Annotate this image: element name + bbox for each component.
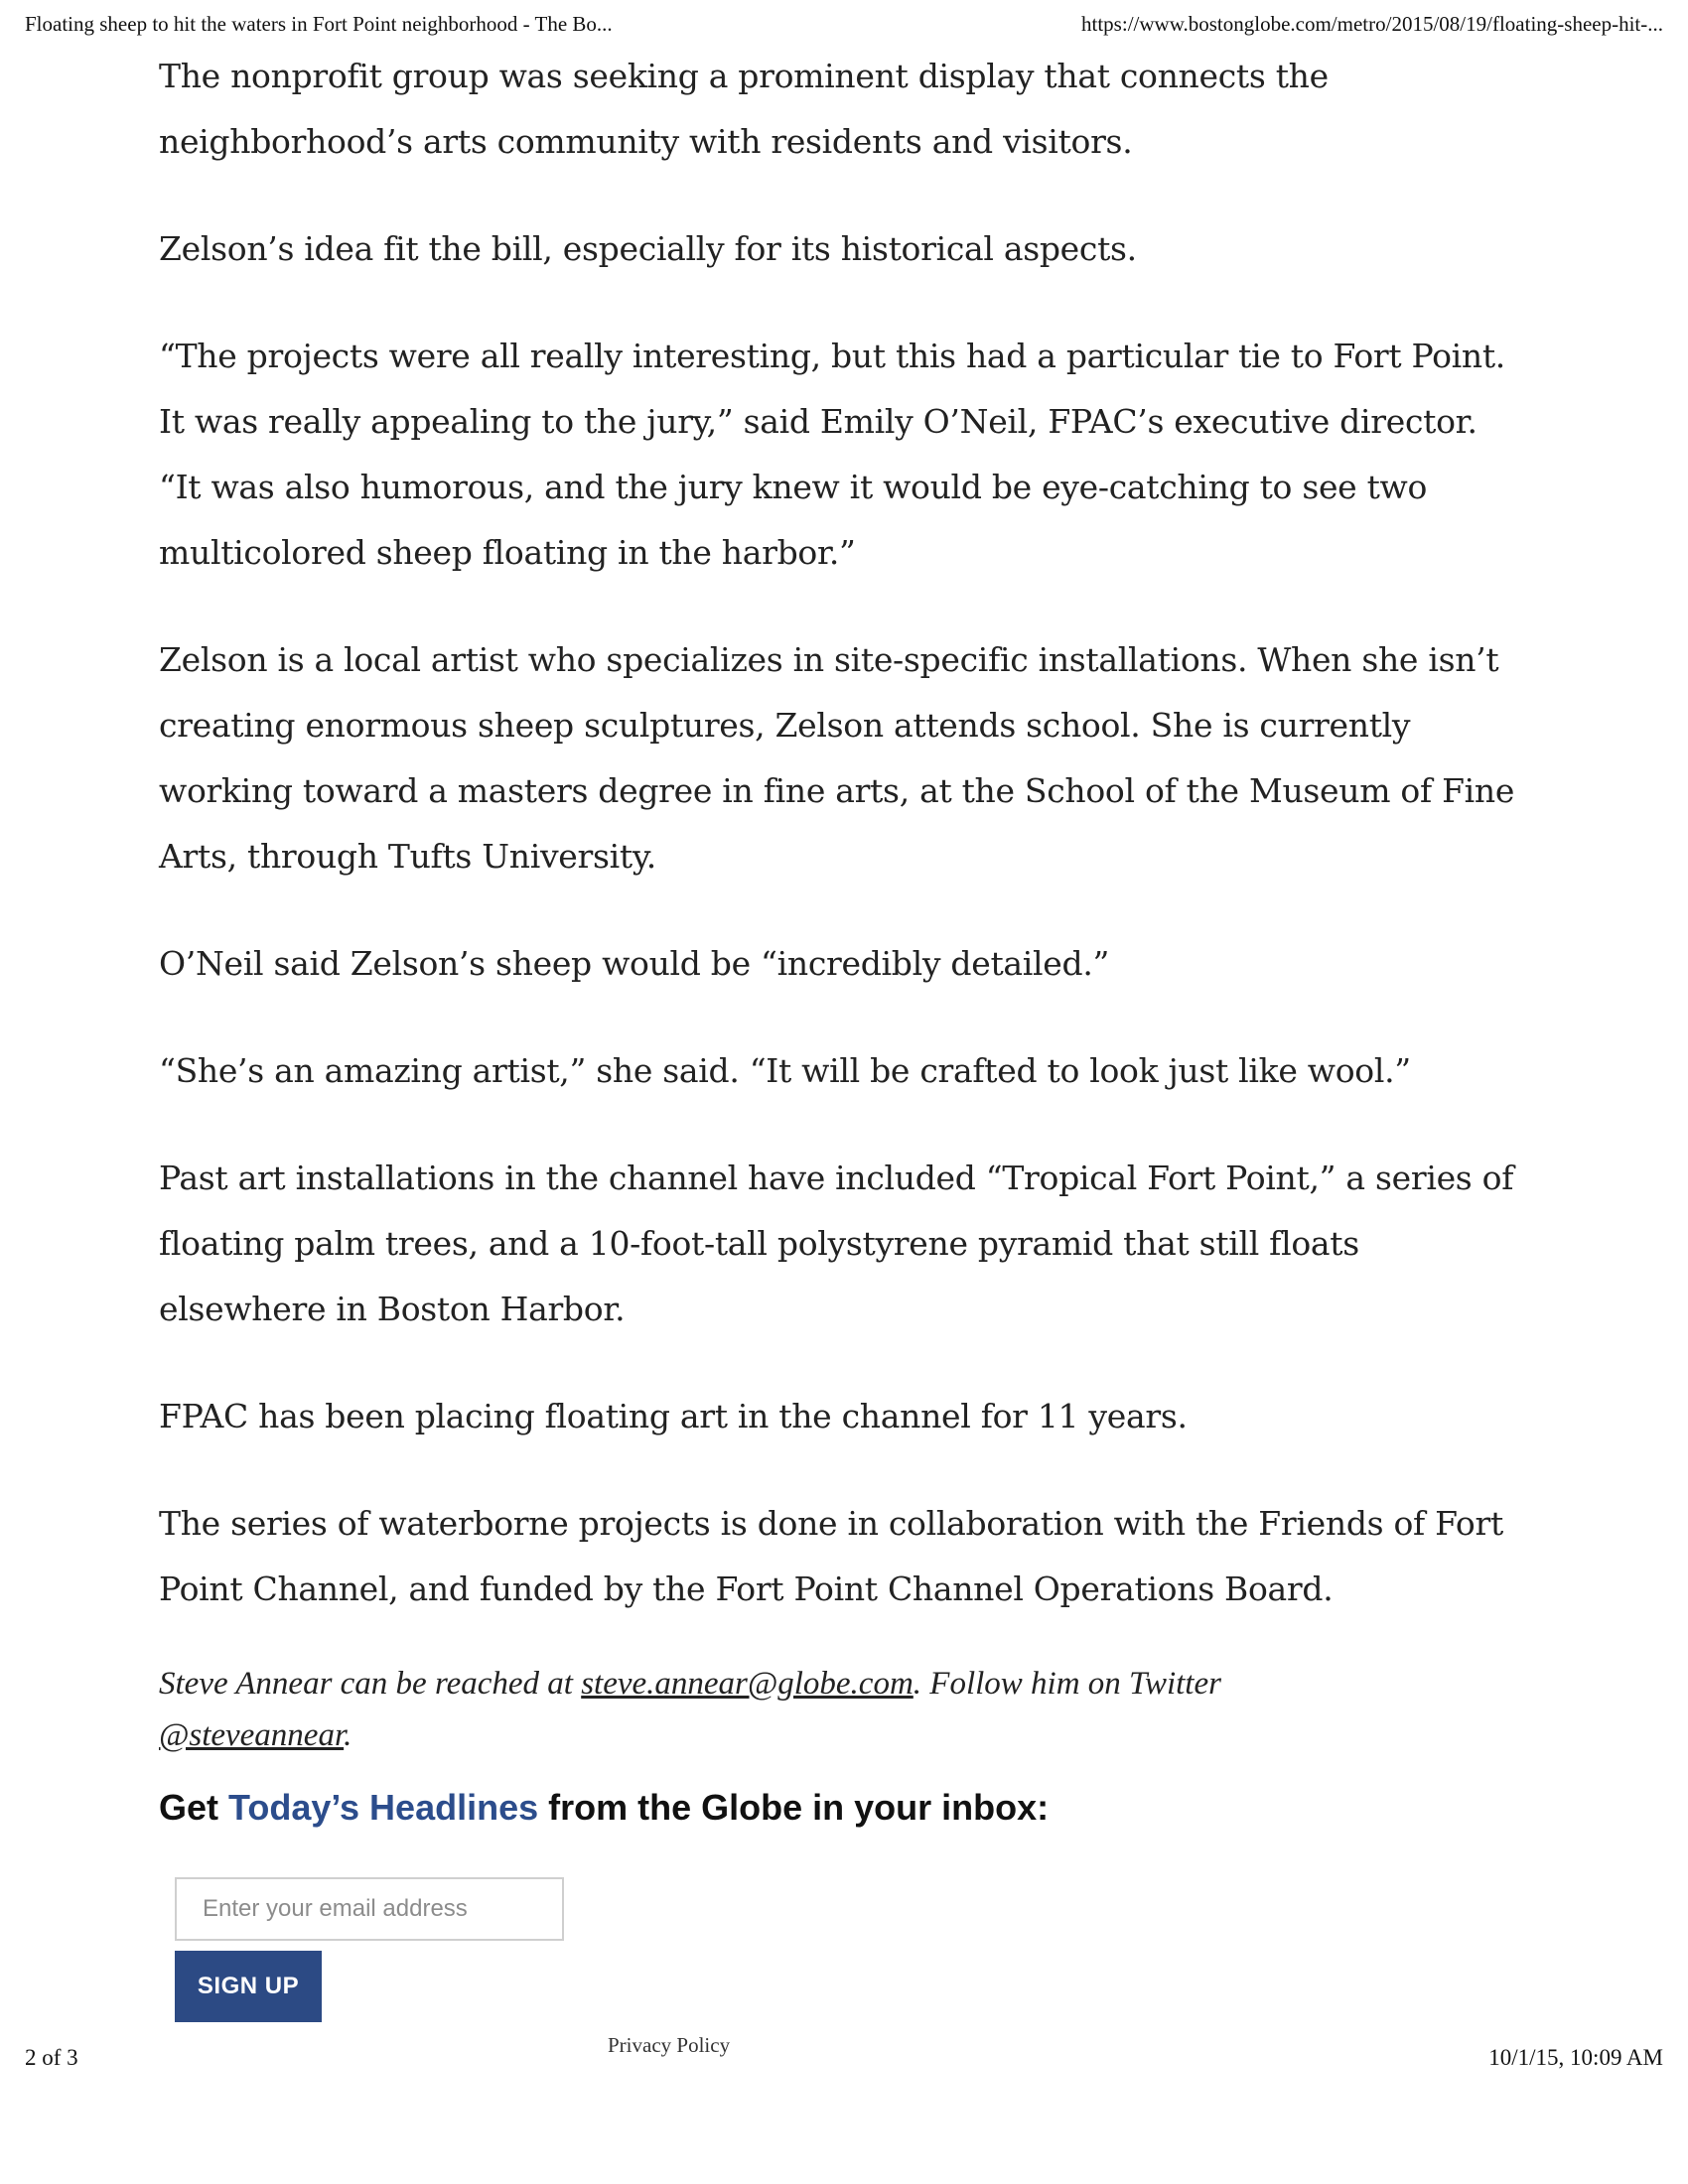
print-page-title: Floating sheep to hit the waters in Fort Point neighborhood - The Bo... (25, 12, 613, 36)
credit-middle: . Follow him on Twitter (913, 1666, 1221, 1702)
print-timestamp: 10/1/15, 10:09 AM (1488, 2045, 1663, 2070)
paragraph (159, 324, 1529, 586)
paragraph (159, 1384, 1529, 1449)
paragraph-line: working toward a masters degree in fine arts, at the School of the Museum of Fine (159, 771, 1515, 810)
email-input[interactable] (175, 1877, 564, 1941)
newsletter-heading (159, 1787, 1450, 1829)
paragraph-line: The series of waterborne projects is done in collaboration with the Friends of Fort (159, 1504, 1503, 1543)
paragraph (159, 1146, 1529, 1342)
print-header (25, 12, 1663, 42)
paragraph (159, 1491, 1529, 1622)
newsletter-heading-prefix: Get (159, 1787, 229, 1828)
paragraph-line: FPAC has been placing floating art in the channel for 11 years. (159, 1397, 1188, 1435)
paragraph-line: O’Neil said Zelson’s sheep would be “incredibly detailed.” (159, 944, 1110, 983)
author-credit-line (159, 1709, 1529, 1761)
paragraph-line: It was really appealing to the jury,” said Emily O’Neil, FPAC’s executive director. (159, 402, 1477, 441)
article-body (159, 44, 1529, 1761)
paragraph-line: Past art installations in the channel have included “Tropical Fort Point,” a series of (159, 1159, 1514, 1197)
paragraph (159, 216, 1529, 282)
paragraph-line: creating enormous sheep sculptures, Zelson attends school. She is currently (159, 706, 1411, 745)
author-credit (159, 1658, 1529, 1761)
paragraph-line: “It was also humorous, and the jury knew it would be eye-catching to see two (159, 468, 1428, 506)
paragraph-line: neighborhood’s arts community with residents and visitors. (159, 122, 1133, 161)
paragraph-line: The nonprofit group was seeking a prominent display that connects the (159, 57, 1329, 95)
author-email-link[interactable]: steve.annear@globe.com (581, 1666, 914, 1702)
paragraph-line: floating palm trees, and a 10-foot-tall polystyrene pyramid that still floats (159, 1224, 1359, 1263)
credit-suffix: . (344, 1717, 352, 1753)
print-url: https://www.bostonglobe.com/metro/2015/08/19/floating-sheep-hit-... (1081, 12, 1663, 36)
paragraph-line: Point Channel, and funded by the Fort Point Channel Operations Board. (159, 1570, 1334, 1608)
newsletter-heading-accent: Today’s Headlines (228, 1787, 539, 1828)
paragraph-line: “The projects were all really interesting, but this had a particular tie to Fort Point. (159, 337, 1506, 375)
paragraph (159, 44, 1529, 175)
paragraph-line: Zelson is a local artist who specializes in site-specific installations. When she isn’t (159, 640, 1499, 679)
sign-up-button[interactable]: SIGN UP (175, 1951, 322, 2022)
credit-prefix: Steve Annear can be reached at (159, 1666, 582, 1702)
paragraph-line: Zelson’s idea fit the bill, especially for its historical aspects. (159, 229, 1137, 268)
author-credit-line (159, 1658, 1529, 1709)
paragraph (159, 1038, 1529, 1104)
paragraph (159, 931, 1529, 997)
paragraph-line: multicolored sheep floating in the harbor.” (159, 533, 856, 572)
author-twitter-link[interactable]: @steveannear (159, 1717, 345, 1753)
newsletter-signup (159, 1787, 1450, 1999)
paragraph-line: “She’s an amazing artist,” she said. “It will be crafted to look just like wool.” (159, 1051, 1411, 1090)
newsletter-heading-suffix: from the Globe in your inbox: (538, 1787, 1050, 1828)
paragraph-line: elsewhere in Boston Harbor. (159, 1290, 626, 1328)
paragraph (159, 627, 1529, 889)
paragraph-line: Arts, through Tufts University. (159, 837, 656, 876)
privacy-policy-link[interactable]: Privacy Policy (608, 2033, 731, 2057)
page-number: 2 of 3 (25, 2045, 78, 2070)
print-footer (25, 2033, 1663, 2073)
